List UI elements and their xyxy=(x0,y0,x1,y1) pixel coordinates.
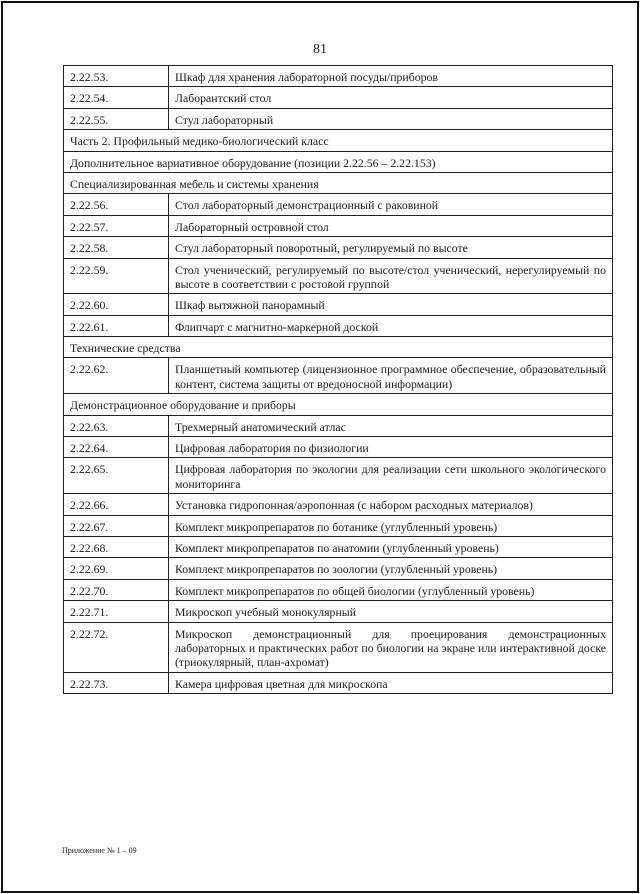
item-description: Шкаф для хранения лабораторной посуды/приборов xyxy=(169,66,613,87)
section-row xyxy=(64,337,613,358)
item-description: Цифровая лаборатория по физиологии xyxy=(169,437,613,458)
item-number: 2.22.73. xyxy=(64,672,169,693)
item-description: Установка гидропонная/аэропонная (с набором расходных материалов) xyxy=(169,494,613,515)
table-row xyxy=(64,258,613,294)
item-number: 2.22.63. xyxy=(64,415,169,436)
table-row xyxy=(64,515,613,536)
section-row xyxy=(64,172,613,193)
item-number: 2.22.54. xyxy=(64,87,169,108)
item-number: 2.22.70. xyxy=(64,579,169,600)
item-description: Лаборантский стол xyxy=(169,87,613,108)
item-number: 2.22.56. xyxy=(64,194,169,215)
table-row xyxy=(64,194,613,215)
item-number: 2.22.61. xyxy=(64,315,169,336)
item-number: 2.22.53. xyxy=(64,66,169,87)
item-description: Микроскоп учебный монокулярный xyxy=(169,601,613,622)
item-description: Лабораторный островной стол xyxy=(169,215,613,236)
item-description: Комплект микропрепаратов по зоологии (углубленный уровень) xyxy=(169,558,613,579)
item-description: Флипчарт с магнитно-маркерной доской xyxy=(169,315,613,336)
item-number: 2.22.69. xyxy=(64,558,169,579)
section-heading-part2: Часть 2. Профильный медико-биологический класс xyxy=(64,130,613,151)
section-heading-technical: Технические средства xyxy=(64,337,613,358)
table-row xyxy=(64,558,613,579)
section-heading-demo: Демонстрационное оборудование и приборы xyxy=(64,394,613,415)
item-number: 2.22.58. xyxy=(64,237,169,258)
item-number: 2.22.72. xyxy=(64,622,169,672)
table-row xyxy=(64,108,613,129)
section-row xyxy=(64,394,613,415)
table-row xyxy=(64,494,613,515)
item-description: Стул лабораторный поворотный, регулируемый по высоте xyxy=(169,237,613,258)
item-description: Шкаф вытяжной панорамный xyxy=(169,294,613,315)
table-row xyxy=(64,458,613,494)
item-description: Камера цифровая цветная для микроскопа xyxy=(169,672,613,693)
table-row xyxy=(64,415,613,436)
item-description: Комплект микропрепаратов по общей биологии (углубленный уровень) xyxy=(169,579,613,600)
item-number: 2.22.67. xyxy=(64,515,169,536)
item-number: 2.22.64. xyxy=(64,437,169,458)
item-description: Стол лабораторный демонстрационный с раковиной xyxy=(169,194,613,215)
equipment-table xyxy=(63,65,613,694)
table-row xyxy=(64,237,613,258)
table-row xyxy=(64,536,613,557)
item-number: 2.22.65. xyxy=(64,458,169,494)
page-footer: Приложение № 1 – 09 xyxy=(62,846,137,855)
item-description: Планшетный компьютер (лицензионное программное обеспечение, образовательный контент, система защиты от вредоносной информации) xyxy=(169,358,613,394)
item-description: Комплект микропрепаратов по ботанике (углубленный уровень) xyxy=(169,515,613,536)
page-number: 81 xyxy=(313,42,327,57)
item-number: 2.22.57. xyxy=(64,215,169,236)
table-row xyxy=(64,672,613,693)
item-number: 2.22.55. xyxy=(64,108,169,129)
item-number: 2.22.59. xyxy=(64,258,169,294)
table-row xyxy=(64,622,613,672)
section-heading-furniture: Специализированная мебель и системы хранения xyxy=(64,172,613,193)
item-number: 2.22.68. xyxy=(64,536,169,557)
item-description: Комплект микропрепаратов по анатомии (углубленный уровень) xyxy=(169,536,613,557)
item-description: Цифровая лаборатория по экологии для реализации сети школьного экологического мониторинга xyxy=(169,458,613,494)
table-row xyxy=(64,601,613,622)
item-description: Стол ученический, регулируемый по высоте/стол ученический, нерегулируемый по высоте в соответствии с ростовой группой xyxy=(169,258,613,294)
table-row xyxy=(64,215,613,236)
item-description: Стул лабораторный xyxy=(169,108,613,129)
table-row xyxy=(64,294,613,315)
item-description: Микроскоп демонстрационный для проецирования демонстрационных лабораторных и практических работ по биологии на экране или интерактивной доске (триокулярный, план-ахромат) xyxy=(169,622,613,672)
item-number: 2.22.62. xyxy=(64,358,169,394)
table-row xyxy=(64,87,613,108)
section-row xyxy=(64,151,613,172)
section-heading-additional: Дополнительное вариативное оборудование (позиции 2.22.56 – 2.22.153) xyxy=(64,151,613,172)
item-number: 2.22.71. xyxy=(64,601,169,622)
table-row xyxy=(64,358,613,394)
table-row xyxy=(64,579,613,600)
table-row xyxy=(64,315,613,336)
item-number: 2.22.60. xyxy=(64,294,169,315)
table-row xyxy=(64,66,613,87)
item-number: 2.22.66. xyxy=(64,494,169,515)
item-description: Трехмерный анатомический атлас xyxy=(169,415,613,436)
table-row xyxy=(64,437,613,458)
section-row xyxy=(64,130,613,151)
